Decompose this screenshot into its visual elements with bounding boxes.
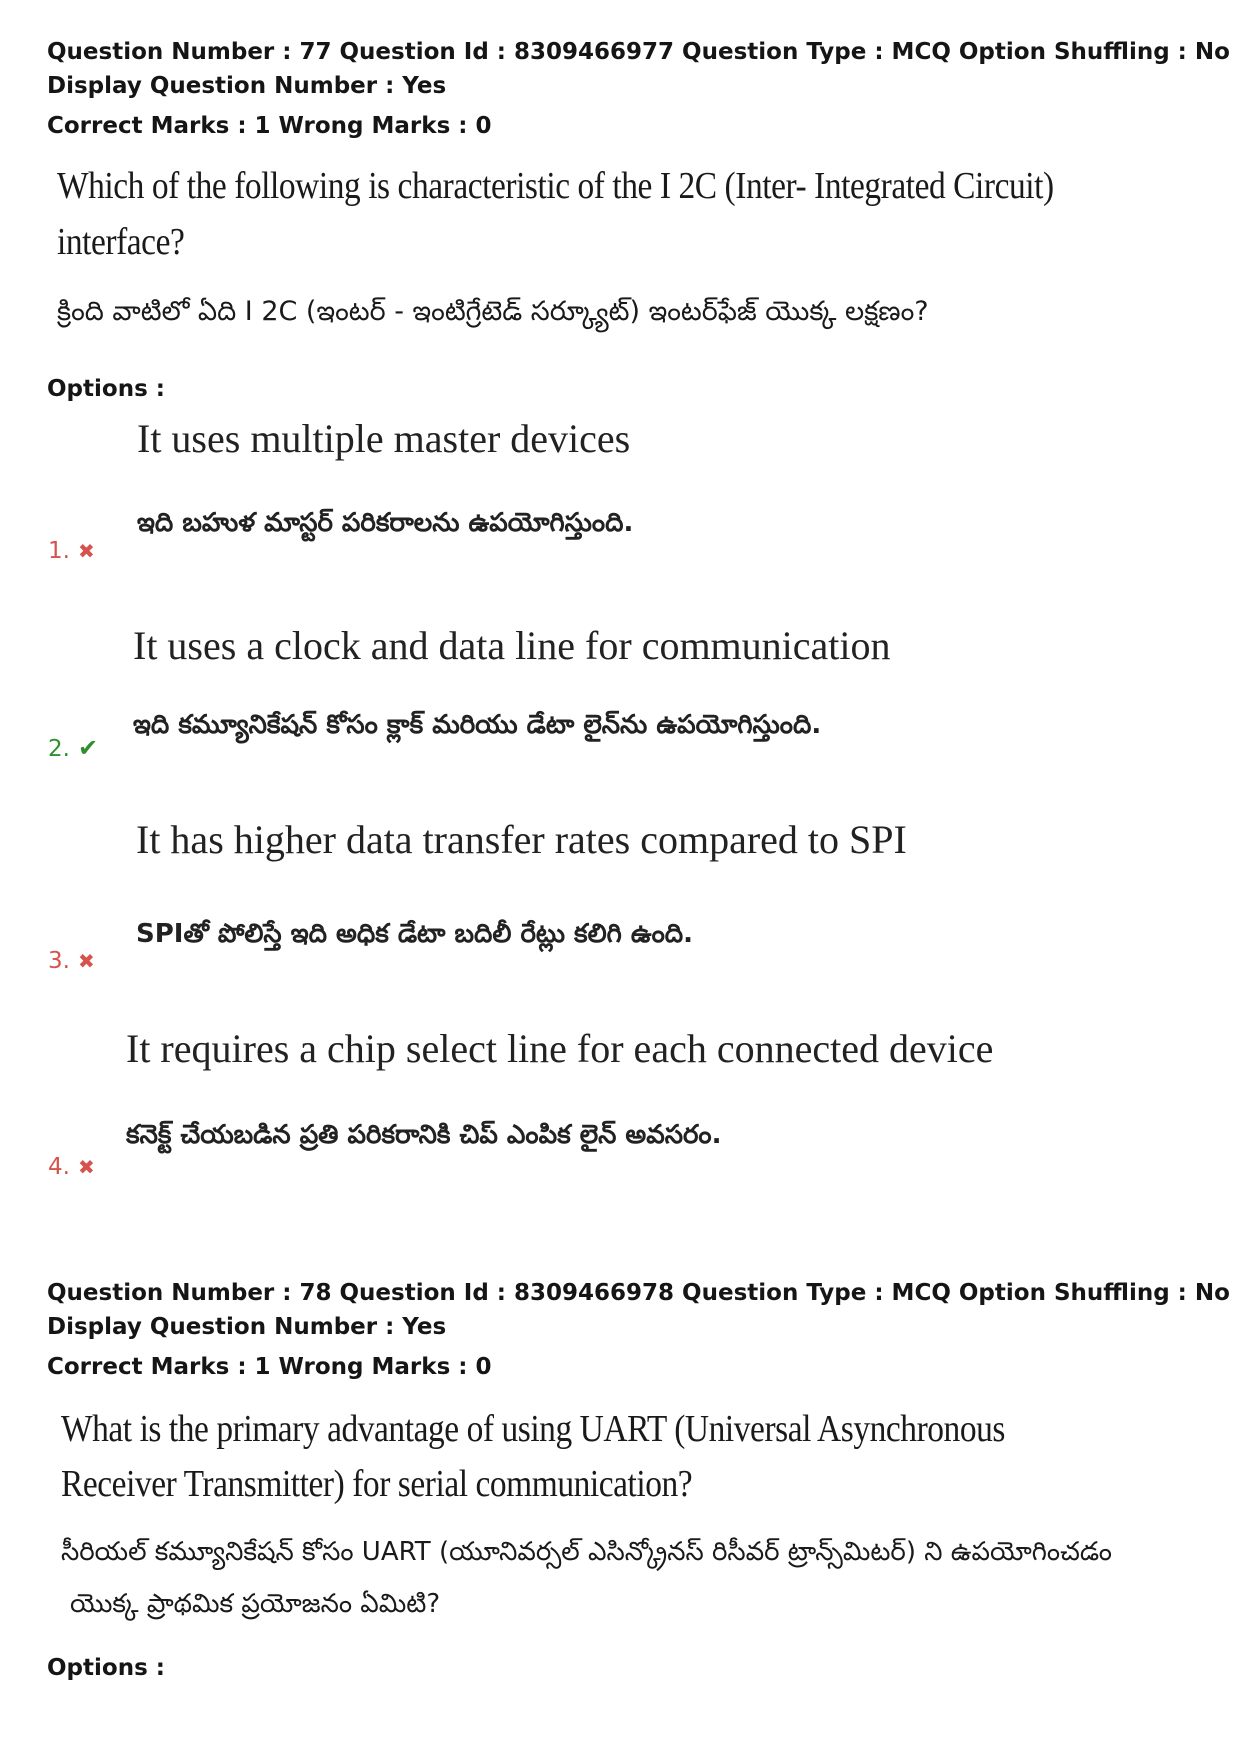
option-1-text-en: It uses multiple master devices: [137, 416, 631, 461]
question-78-text-te-line1: సీరియల్ కమ్యూనికేషన్ కోసం UART (యూనివర్సల్ ఎసిన్క్రోనస్ రిసీవర్ ట్రాన్స్‌మిటర్) ని ఉపయోగించడం: [61, 1537, 1112, 1567]
question-77-options-label: Options :: [47, 376, 165, 402]
option-2-label: 2.: [48, 736, 70, 762]
question-77-text-en-line1: Which of the following is characteristic of the I 2C (Inter- Integrated Circuit): [57, 165, 1054, 207]
option-1-number: [48, 536, 95, 566]
question-78-display-number: Display Question Number : Yes: [47, 1314, 447, 1340]
question-77-marks: Correct Marks : 1 Wrong Marks : 0: [47, 113, 492, 139]
question-78-text-en-line2: Receiver Transmitter) for serial communication?: [61, 1463, 693, 1505]
question-78-header: Question Number : 78 Question Id : 8309466978 Question Type : MCQ Option Shuffling : No: [47, 1280, 1230, 1306]
option-2-text-en: It uses a clock and data line for communication: [133, 623, 891, 668]
option-3-text-en: It has higher data transfer rates compared to SPI: [136, 817, 907, 862]
option-4-number: [48, 1152, 95, 1182]
wrong-cross-icon: ✖: [77, 539, 95, 563]
option-4-label: 4.: [48, 1154, 70, 1180]
option-4-text-te: కనెక్ట్ చేయబడిన ప్రతి పరికరానికి చిప్ ఎంపిక లైన్ అవసరం.: [126, 1120, 722, 1150]
option-2-text-te: ఇది కమ్యూనికేషన్ కోసం క్లాక్ మరియు డేటా లైన్‌ను ఉపయోగిస్తుంది.: [133, 710, 822, 740]
correct-check-icon: ✔: [77, 734, 99, 762]
question-77-display-number: Display Question Number : Yes: [47, 73, 447, 99]
option-1-text-te: ఇది బహుళ మాస్టర్ పరికరాలను ఉపయోగిస్తుంది.: [137, 508, 634, 538]
question-77-text-te: క్రింది వాటిలో ఏది I 2C (ఇంటర్ - ఇంటిగ్రేటెడ్ సర్క్యూట్) ఇంటర్‌ఫేజ్ యొక్క లక్షణం?: [57, 296, 929, 327]
question-77-text-en-line2: interface?: [57, 221, 185, 263]
wrong-cross-icon: ✖: [77, 949, 95, 973]
option-2-number: [48, 733, 98, 764]
question-78-text-te-line2: యొక్క ప్రాథమిక ప్రయోజనం ఏమిటి?: [70, 1589, 441, 1619]
question-77-header: Question Number : 77 Question Id : 8309466977 Question Type : MCQ Option Shuffling : No: [47, 39, 1230, 65]
question-78-marks: Correct Marks : 1 Wrong Marks : 0: [47, 1354, 492, 1380]
option-1-label: 1.: [48, 538, 70, 564]
option-3-text-te: SPIతో పోలిస్తే ఇది అధిక డేటా బదిలీ రేట్లు కలిగి ఉంది.: [136, 919, 694, 949]
option-4-text-en: It requires a chip select line for each connected device: [126, 1026, 994, 1071]
wrong-cross-icon: ✖: [77, 1155, 95, 1179]
question-78-options-label: Options :: [47, 1655, 165, 1681]
option-3-label: 3.: [48, 948, 70, 974]
question-78-text-en-line1: What is the primary advantage of using UART (Universal Asynchronous: [61, 1408, 1005, 1450]
option-3-number: [48, 946, 95, 976]
